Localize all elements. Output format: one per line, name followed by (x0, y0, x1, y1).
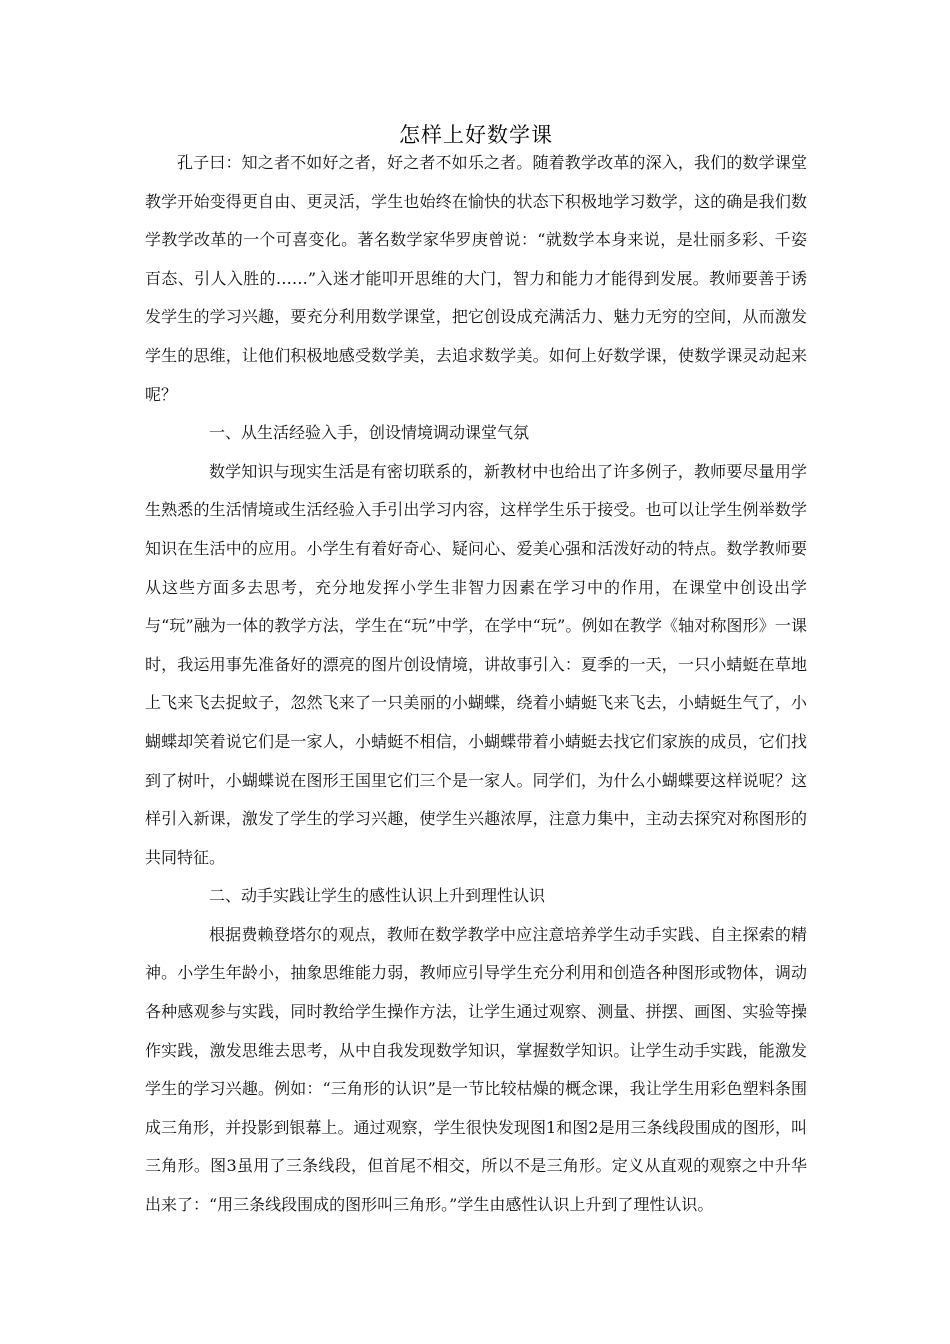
document-title: 怎样上好数学课 (399, 123, 553, 147)
section-heading-2: 二、动手实践让学生的感性认识上升到理性认识 (209, 886, 546, 906)
intro-paragraph: 孔子曰：知之者不如好之者，好之者不如乐之者。随着教学改革的深入，我们的数学课堂教学开始变得更自由、更灵活，学生也始终在愉快的状态下积极地学习数学，这的确是我们数学教学改革的一个可喜变化。著名数学家华罗庚曾说：“就数学本身来说，是壮丽多彩、千姿百态、引人入胜的……”入迷才能叩开思维的大门，智力和能力才能得到发展。教师要善于诱发学生的学习兴趣，要充分利用数学课堂，把它创设成充满活力、魅力无穷的空间，从而激发学生的思维，让他们积极地感受数学美，去追求数学美。如何上好数学课，使数学课灵动起来呢？ (145, 153, 807, 404)
section-2-paragraph: 根据费赖登塔尔的观点，教师在数学教学中应注意培养学生动手实践、自主探索的精神。小学生年龄小，抽象思维能力弱，教师应引导学生充分利用和创造各种图形或物体，调动各种感观参与实践，同时教给学生操作方法，让学生通过观察、测量、拼摆、画图、实验等操作实践，激发思维去思考，从中自我发现数学知识，掌握数学知识。让学生动手实践，能激发学生的学习兴趣。例如：“三角形的认识”是一节比较枯燥的概念课，我让学生用彩色塑料条围成三角形，并投影到银幕上。通过观察，学生很快发现图1和图2是用三条线段围成的图形，叫三角形。图3虽用了三条线段，但首尾不相交，所以不是三角形。定义从直观的观察之中升华出来了：“用三条线段围成的图形叫三角形。”学生由感性认识上升到了理性认识。 (145, 924, 807, 1215)
section-heading-1: 一、从生活经验入手，创设情境调动课堂气氛 (209, 423, 530, 443)
document-page (145, 118, 807, 1225)
section-1-paragraph: 数学知识与现实生活是有密切联系的，新教材中也给出了许多例子，教师要尽量用学生熟悉的生活情境或生活经验入手引出学习内容，这样学生乐于接受。也可以让学生例举数学知识在生活中的应用。小学生有着好奇心、疑问心、爱美心强和活泼好动的特点。数学教师要从这些方面多去思考，充分地发挥小学生非智力因素在学习中的作用，在课堂中创设出学与“玩”融为一体的教学方法，学生在“玩”中学，在学中“玩”。例如在教学《轴对称图形》一课时，我运用事先准备好的漂亮的图片创设情境，讲故事引入：夏季的一天，一只小蜻蜓在草地上飞来飞去捉蚊子，忽然飞来了一只美丽的小蝴蝶，绕着小蜻蜓飞来飞去，小蜻蜓生气了，小蝴蝶却笑着说它们是一家人，小蜻蜓不相信，小蝴蝶带着小蜻蜓去找它们家族的成员，它们找到了树叶，小蝴蝶说在图形王国里它们三个是一家人。同学们，为什么小蝴蝶要这样说呢？这样引入新课，激发了学生的学习兴趣，使学生兴趣浓厚，注意力集中，主动去探究对称图形的共同特征。 (145, 461, 807, 867)
